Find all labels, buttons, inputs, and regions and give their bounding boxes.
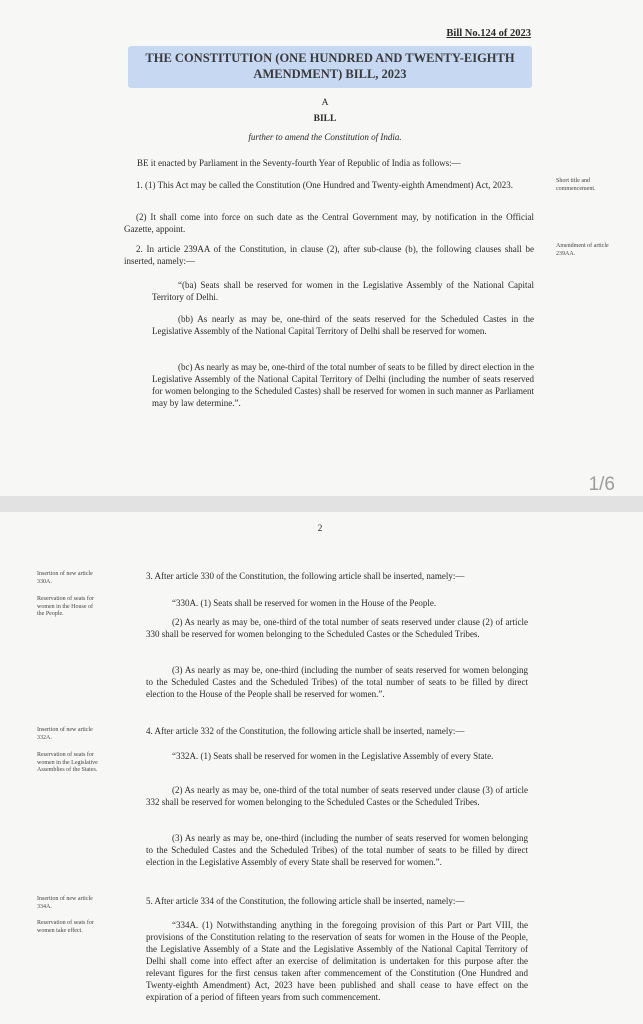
article-330a-3: (3) As nearly as may be, one-third (including the number of seats reserved for women belonging to the Scheduled Castes and the Scheduled Tribes) of the total number of seats to be filled by direct election to the House of the People shall be reserved for women.”. — [146, 665, 528, 699]
document-page-2 — [0, 512, 643, 1024]
page-separator — [0, 496, 643, 512]
page-counter: 1/6 — [588, 474, 615, 495]
article-334a-1: “334A. (1) Notwithstanding anything in the foregoing provision of this Part or Part VIII, the provisions of the Constitution relating to the reservation of seats for women in the House of the People, the Legislative Assembly of a State and the Legislative Assembly of the National Capital Territory of Delhi shall come into effect after an exercise of delimitation is undertaken for this purpose after the relevant figures for the first census taken after commencement of the Constitution (One Hundred and Twenty-eighth Amendment) Act, 2023 have been published and shall cease to have effect on the expiration of a period of fifteen years from such commencement. — [146, 920, 528, 1002]
page-number: 2 — [317, 524, 323, 534]
side-note-reservation-effect: Reservation of seats for women take effect. — [37, 920, 94, 934]
section-4: 4. After article 332 of the Constitution, the following article shall be inserted, namely:— — [146, 726, 465, 736]
section-1-1: 1. (1) This Act may be called the Constitution (One Hundred and Twenty-eighth Amendment) Act, 2023. — [136, 180, 513, 190]
bill-title — [130, 50, 530, 82]
side-note-reservation-people: Reservation of seats for women in the House of the People. — [37, 596, 94, 617]
bill-title-line1: THE CONSTITUTION (ONE HUNDRED AND TWENTY-EIGHTH — [145, 51, 515, 65]
section-5: 5. After article 334 of the Constitution, the following article shall be inserted, namely:— — [146, 896, 465, 906]
section-3: 3. After article 330 of the Constitution, the following article shall be inserted, namely:— — [146, 571, 465, 581]
enacting-clause: BE it enacted by Parliament in the Seventy-fourth Year of Republic of India as follows:— — [137, 158, 461, 168]
article-332a-3: (3) As nearly as may be, one-third (including the number of seats reserved for women belonging to the Scheduled Castes and the Scheduled Tribes) of the total number of seats to be filled by direct election in the Legislative Assembly of every State shall be reserved for women.”. — [146, 833, 528, 867]
clause-ba: “(ba) Seats shall be reserved for women in the Legislative Assembly of the National Capital Territory of Delhi. — [152, 280, 534, 302]
section-1-2: (2) It shall come into force on such date as the Central Government may, by notification in the Official Gazette, appoint. — [124, 212, 534, 234]
clause-bb: (bb) As nearly as may be, one-third of the seats reserved for the Scheduled Castes in the Legislative Assembly of the National Capital Territory of Delhi shall be reserved for women. — [152, 314, 534, 336]
side-note-short-title: Short title and commencement. — [556, 178, 596, 192]
article-330a-2: (2) As nearly as may be, one-third of the total number of seats reserved under clause (2) of article 330 shall be reserved for women belonging to the Scheduled Castes or the Scheduled Tribes. — [146, 617, 528, 639]
bill-number: Bill No.124 of 2023 — [446, 28, 531, 39]
section-2: 2. In article 239AA of the Constitution, in clause (2), after sub-clause (b), the following clauses shall be inserted, namely:— — [124, 244, 534, 266]
a-label: A — [321, 98, 329, 108]
bill-subtitle: further to amend the Constitution of India. — [248, 132, 402, 142]
article-332a-2: (2) As nearly as may be, one-third of the total number of seats reserved under clause (3) of article 332 shall be reserved for women belonging to the Scheduled Castes or the Scheduled Tribes. — [146, 785, 528, 807]
document-page-1 — [0, 0, 643, 496]
side-note-reservation-states: Reservation of seats for women in the Legislative Assemblies of the States. — [37, 752, 98, 773]
side-note-insertion-332a: Insertion of new article 332A. — [37, 727, 93, 741]
side-note-insertion-334a: Insertion of new article 334A. — [37, 896, 93, 910]
bill-title-line2: AMENDMENT) BILL, 2023 — [253, 67, 407, 81]
article-332a-1: “332A. (1) Seats shall be reserved for women in the Legislative Assembly of every State. — [172, 751, 494, 761]
clause-bc: (bc) As nearly as may be, one-third of the total number of seats to be filled by direct election in the Legislative Assembly of the National Capital Territory of Delhi (including the number of seats reserved for women belonging to the Scheduled Castes) shall be reserved for women in such manner as Parliament may by law determine.”. — [152, 362, 534, 408]
side-note-amendment-239aa: Amendment of article 239AA. — [556, 243, 609, 257]
article-330a-1: “330A. (1) Seats shall be reserved for women in the House of the People. — [172, 598, 437, 608]
side-note-insertion-330a: Insertion of new article 330A. — [37, 571, 93, 585]
bill-label: BILL — [313, 114, 337, 124]
